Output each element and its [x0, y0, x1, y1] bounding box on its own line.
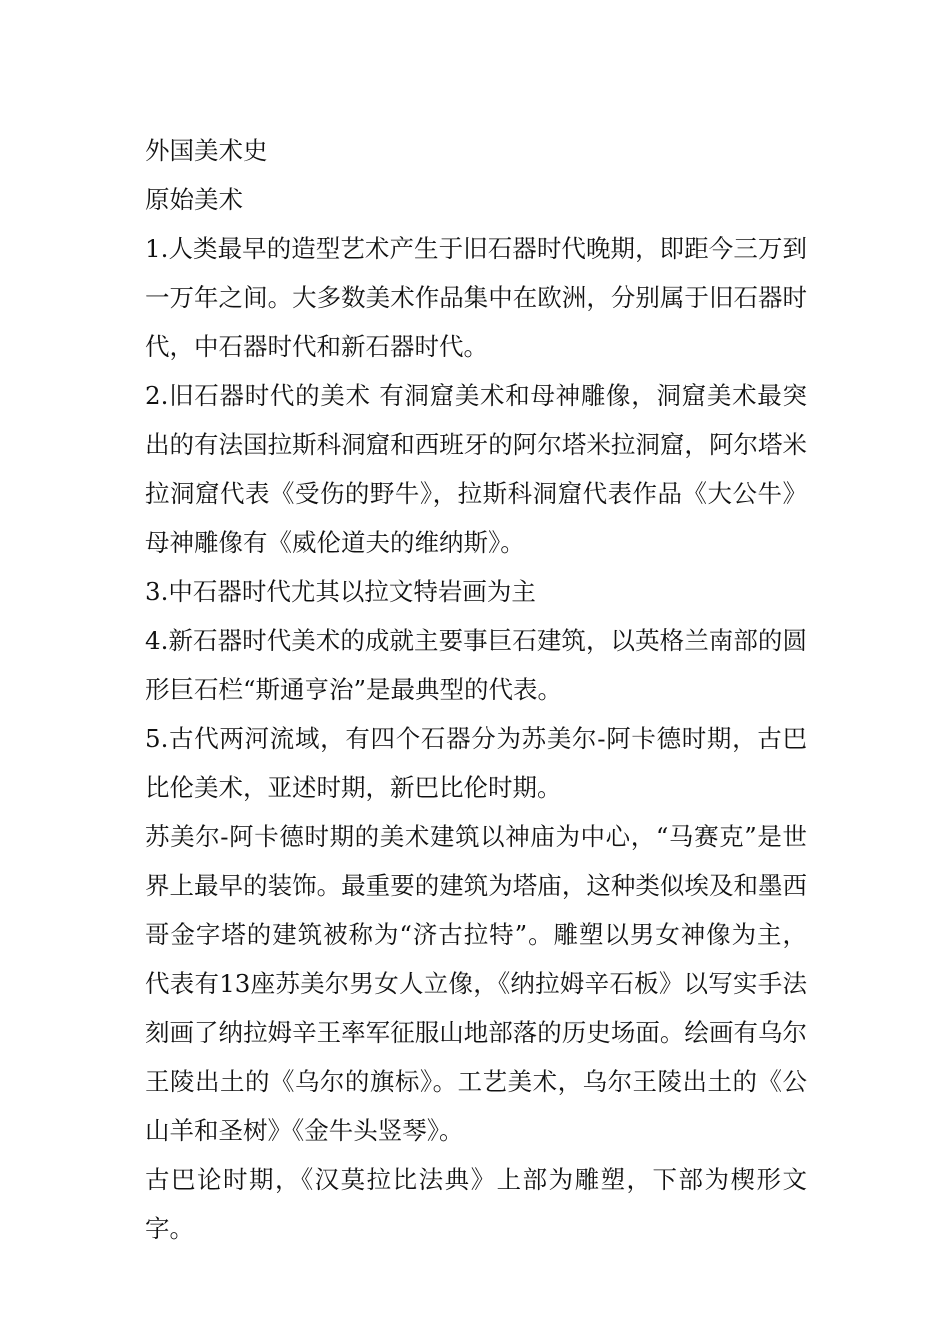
paragraph-2: 2.旧石器时代的美术 有洞窟美术和母神雕像，洞窟美术最突出的有法国拉斯科洞窟和西班牙的阿尔塔米拉洞窟，阿尔塔米拉洞窟代表《受伤的野牛》，拉斯科洞窟代表作品《大公牛》母神雕像有《威伦道夫的维纳斯》。 — [145, 381, 807, 557]
paragraph-5: 5.古代两河流域，有四个石器分为苏美尔-阿卡德时期，古巴比伦美术，亚述时期，新巴比伦时期。 — [145, 724, 807, 802]
paragraph-1: 1.人类最早的造型艺术产生于旧石器时代晚期，即距今三万到一万年之间。大多数美术作品集中在欧洲，分别属于旧石器时代，中石器时代和新石器时代。 — [145, 234, 807, 361]
paragraph-3: 3.中石器时代尤其以拉文特岩画为主 — [145, 577, 536, 606]
paragraph-sumer-akkad: 苏美尔-阿卡德时期的美术建筑以神庙为中心，“马赛克”是世界上最早的装饰。最重要的建筑为塔庙，这种类似埃及和墨西哥金字塔的建筑被称为“济古拉特”。雕塑以男女神像为主，代表有13座苏美尔男女人立像，《纳拉姆辛石板》以写实手法刻画了纳拉姆辛王率军征服山地部落的历史场面。绘画有乌尔王陵出土的《乌尔的旗标》。工艺美术，乌尔王陵出土的《公山羊和圣树》《金牛头竖琴》。 — [145, 822, 807, 1145]
document-title: 外国美术史 — [145, 136, 268, 165]
document-page — [145, 126, 807, 1253]
paragraph-old-babylon: 古巴论时期，《汉莫拉比法典》上部为雕塑，下部为楔形文字。 — [145, 1165, 807, 1243]
section-heading: 原始美术 — [145, 185, 243, 214]
paragraph-4: 4.新石器时代美术的成就主要事巨石建筑，以英格兰南部的圆形巨石栏“斯通亨治”是最典型的代表。 — [145, 626, 807, 704]
